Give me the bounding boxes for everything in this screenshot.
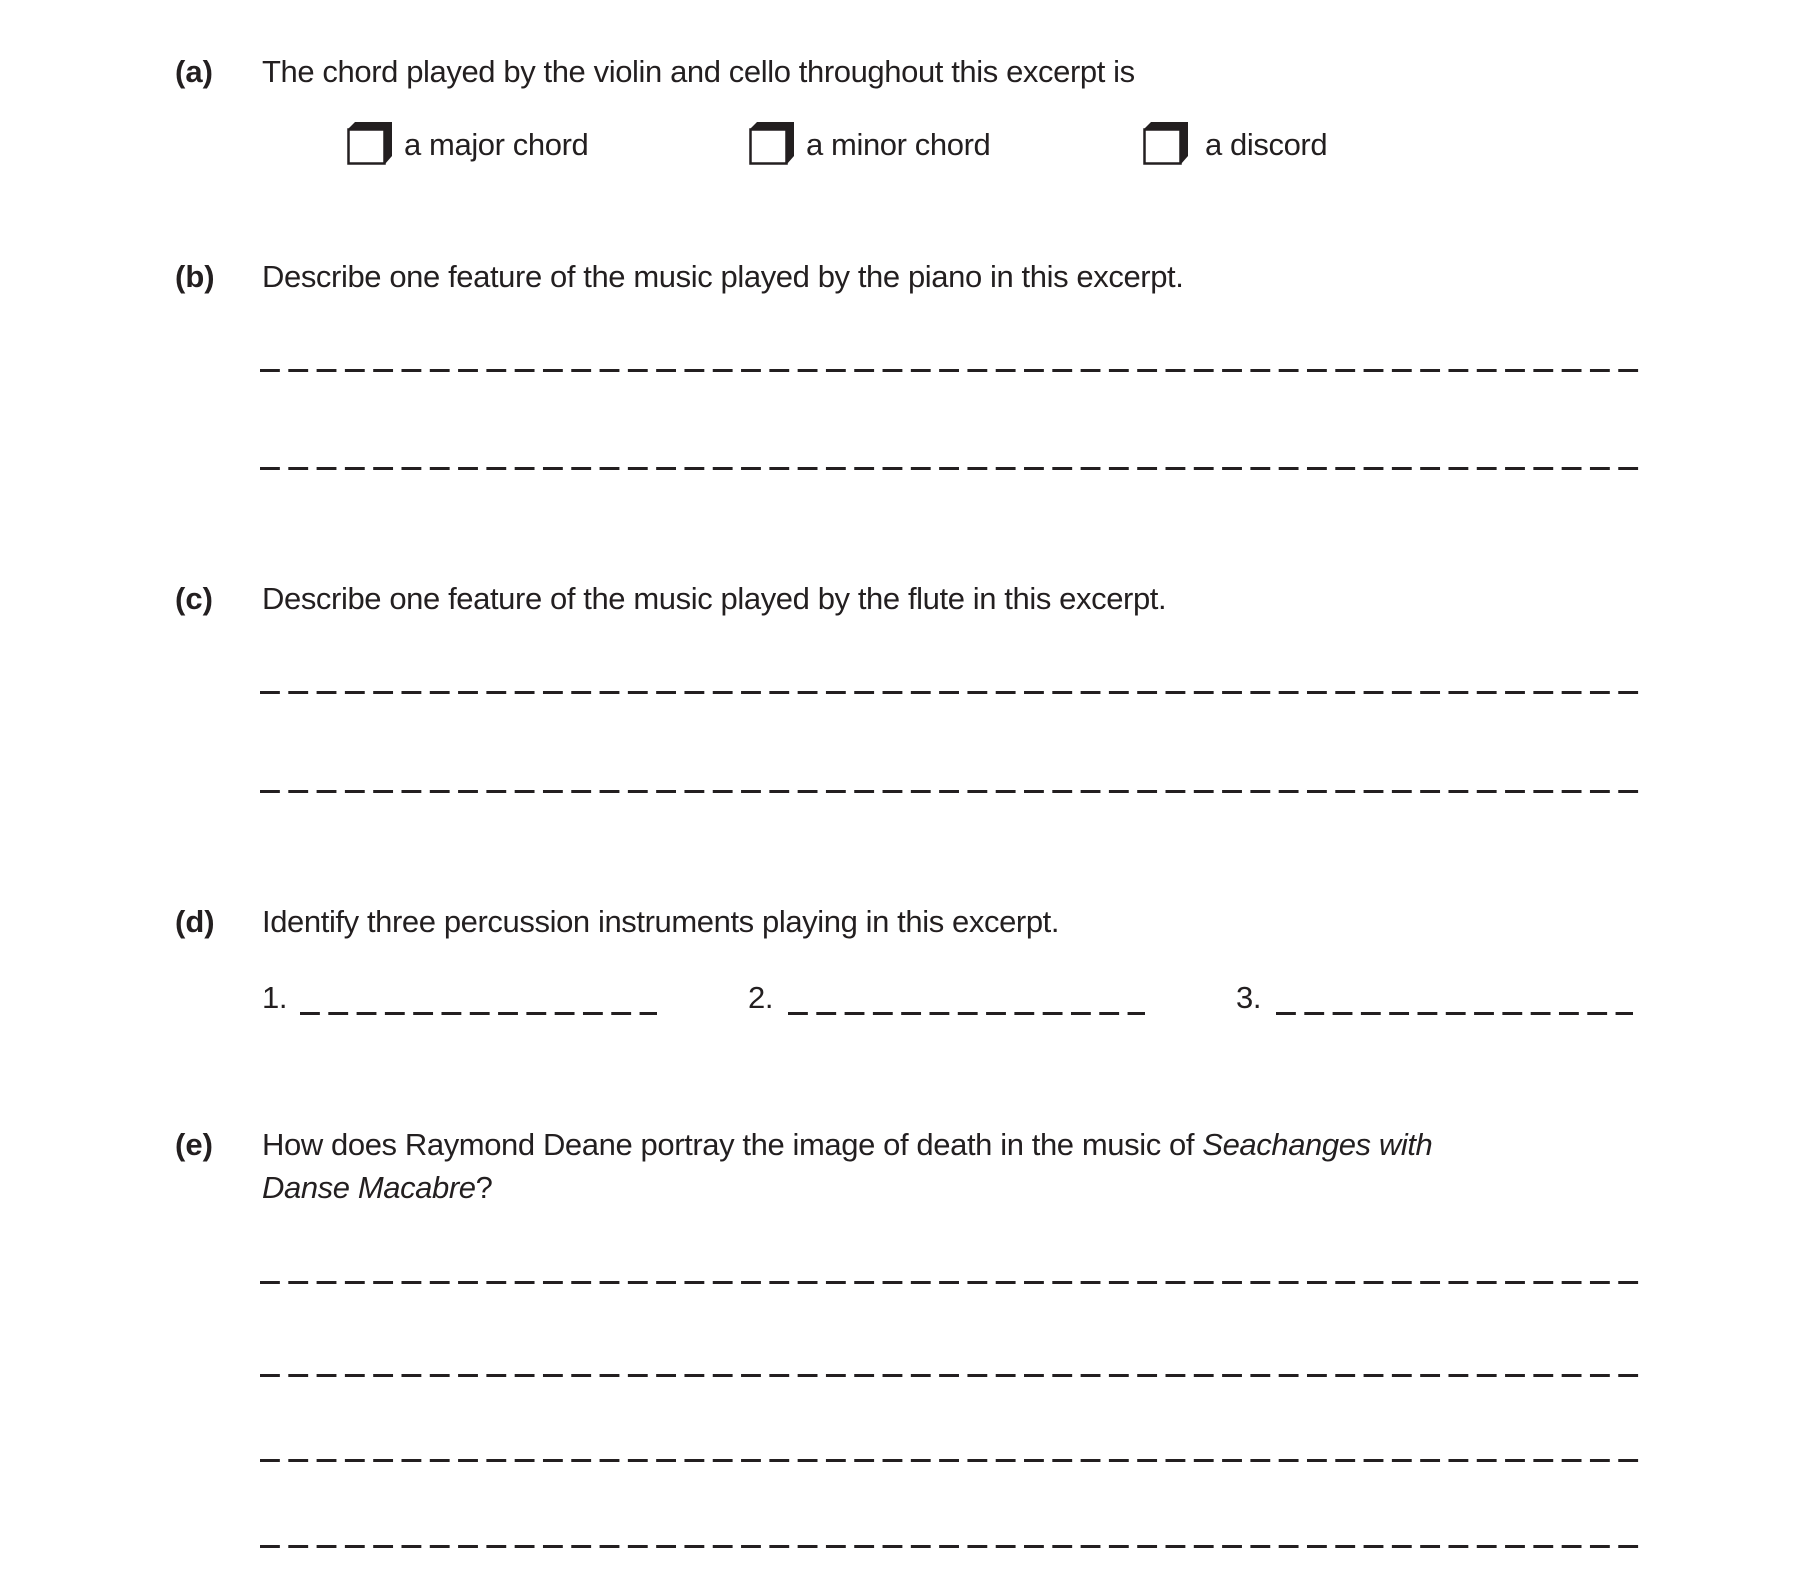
answer-line[interactable] [1276,1012,1633,1015]
question-label: (e) [175,1127,213,1162]
answer-line[interactable] [260,1281,1643,1284]
answer-line[interactable] [260,369,1643,372]
item-number: 1. [262,980,288,1015]
checkbox-icon[interactable] [347,121,393,165]
checkbox-icon[interactable] [1143,121,1189,165]
option-label: a major chord [404,127,589,162]
question-prompt: Describe one feature of the music played by the piano in this excerpt. [262,259,1184,294]
question-prompt-line-2 [262,1172,492,1203]
answer-line[interactable] [260,1545,1643,1548]
checkbox-icon[interactable] [749,121,795,165]
question-label: (b) [175,259,215,294]
answer-line[interactable] [788,1012,1145,1015]
prompt-text: How does Raymond Deane portray the image of death in the music of [262,1127,1203,1162]
answer-line[interactable] [260,467,1643,470]
question-prompt: Describe one feature of the music played by the flute in this excerpt. [262,581,1167,616]
question-prompt: The chord played by the violin and cello throughout this excerpt is [262,54,1135,89]
option-label: a discord [1205,127,1328,162]
item-number: 2. [748,980,774,1015]
answer-line[interactable] [260,1459,1643,1462]
work-title-part-2: Danse Macabre [262,1170,476,1205]
question-prompt: Identify three percussion instruments playing in this excerpt. [262,904,1060,939]
prompt-end: ? [475,1170,493,1205]
question-prompt-line-1 [262,1129,1432,1160]
item-number: 3. [1236,980,1262,1015]
question-label: (c) [175,581,213,616]
answer-line[interactable] [260,790,1643,793]
question-label: (a) [175,54,213,89]
work-title-part-1: Seachanges with [1202,1127,1433,1162]
answer-line[interactable] [260,1374,1643,1377]
option-label: a minor chord [806,127,991,162]
question-label: (d) [175,904,215,939]
answer-line[interactable] [300,1012,657,1015]
answer-line[interactable] [260,691,1643,694]
